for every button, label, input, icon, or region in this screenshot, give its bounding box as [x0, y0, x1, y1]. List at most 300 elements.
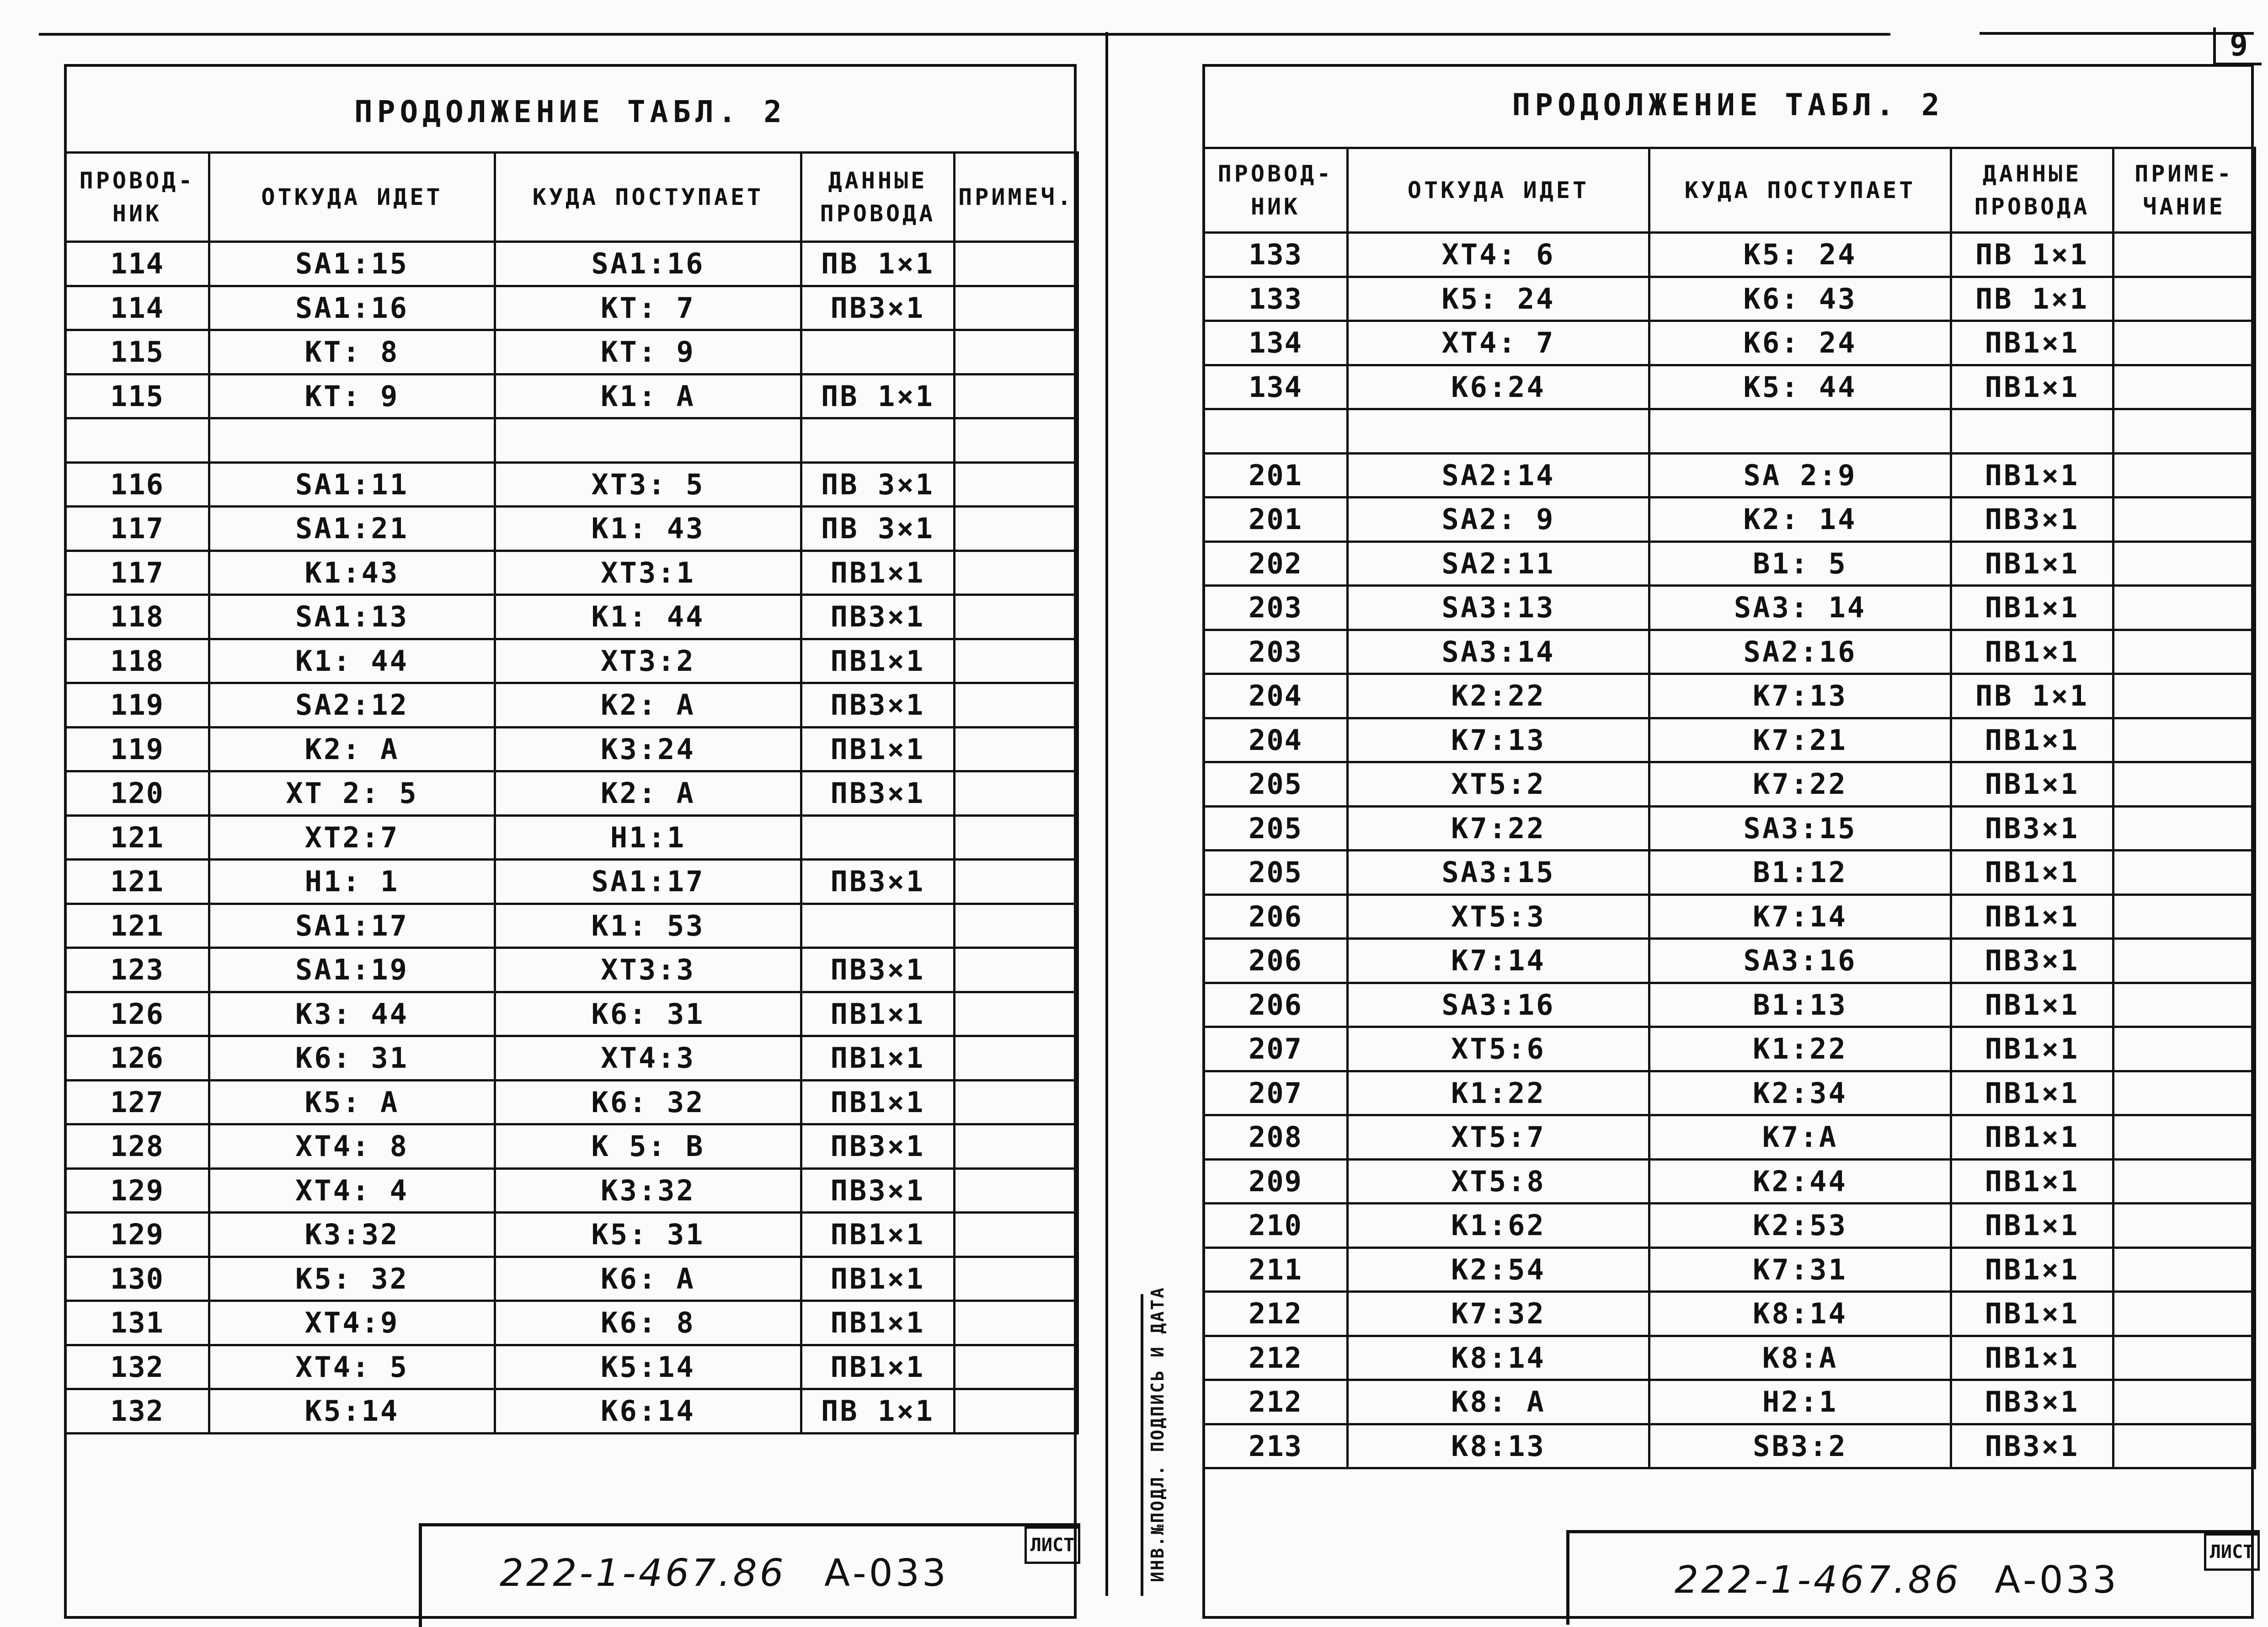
right-sheet	[1202, 64, 2254, 1619]
cell-to: ХТ4:3	[495, 1036, 801, 1081]
cell-note	[955, 462, 1078, 507]
cell-from: SA1:13	[209, 595, 495, 639]
cell-data: ПВ3×1	[1951, 1424, 2113, 1468]
cell-from: К1:22	[1348, 1071, 1649, 1115]
cell-wire: 114	[65, 242, 209, 286]
cell-wire: 118	[65, 595, 209, 639]
cell-data: ПВ 3×1	[801, 507, 955, 551]
cell-to: К5: 31	[495, 1213, 801, 1257]
cell-from: К7:32	[1348, 1292, 1649, 1336]
cell-data: ПВ 1×1	[1951, 277, 2113, 321]
left-table-title: ПРОДОЛЖЕНИЕ ТАБЛ. 2	[354, 94, 786, 129]
cell-to: К6: 43	[1649, 277, 1951, 321]
cell-data: ПВ1×1	[1951, 365, 2113, 409]
cell-data: ПВ1×1	[801, 1345, 955, 1389]
table-row	[1204, 365, 2255, 409]
cell-to: К3:24	[495, 727, 801, 771]
cell-to: К6:14	[495, 1389, 801, 1434]
cell-note	[2113, 1247, 2255, 1292]
cell-data: ПВ3×1	[1951, 498, 2113, 542]
table-row	[1204, 453, 2255, 498]
cell-wire: 213	[1204, 1424, 1348, 1468]
table-row	[65, 507, 1078, 551]
cell-from: ХТ2:7	[209, 815, 495, 860]
cell-wire: 208	[1204, 1115, 1348, 1160]
cell-from	[209, 418, 495, 463]
cell-data: ПВ 1×1	[801, 1389, 955, 1434]
cell-data: ПВ 3×1	[801, 462, 955, 507]
cell-data	[1951, 409, 2113, 454]
cell-to: ХТ3: 5	[495, 462, 801, 507]
cell-wire: 211	[1204, 1247, 1348, 1292]
header-note: ПРИМЕ-ЧАНИЕ	[2113, 148, 2255, 233]
cell-from: К1:43	[209, 551, 495, 595]
cell-wire: 133	[1204, 277, 1348, 321]
table-row	[1204, 1071, 2255, 1115]
cell-to: SA3:15	[1649, 806, 1951, 851]
cell-note	[2113, 1115, 2255, 1160]
cell-from: ХТ4:9	[209, 1301, 495, 1345]
cell-to: К7:22	[1649, 762, 1951, 807]
cell-data: ПВ1×1	[801, 639, 955, 683]
cell-to: SA1:16	[495, 242, 801, 286]
cell-to: ХТ3:1	[495, 551, 801, 595]
table-row	[65, 1345, 1078, 1389]
table-row	[1204, 718, 2255, 762]
cell-wire: 201	[1204, 453, 1348, 498]
cell-note	[2113, 674, 2255, 718]
cell-note	[2113, 851, 2255, 895]
cell-from: SA3:14	[1348, 630, 1649, 674]
cell-wire: 206	[1204, 939, 1348, 983]
cell-to: К7:А	[1649, 1115, 1951, 1160]
cell-data: ПВ1×1	[801, 1080, 955, 1124]
cell-wire: 131	[65, 1301, 209, 1345]
top-rule-right	[1980, 32, 2254, 35]
cell-data: ПВ1×1	[1951, 894, 2113, 939]
cell-wire: 126	[65, 992, 209, 1036]
cell-data: ПВ1×1	[1951, 1115, 2113, 1160]
cell-from: К1: 44	[209, 639, 495, 683]
cell-to: К2:34	[1649, 1071, 1951, 1115]
cell-to	[495, 418, 801, 463]
cell-wire: 115	[65, 374, 209, 418]
cell-from: К8:14	[1348, 1336, 1649, 1380]
cell-data: ПВ1×1	[1951, 1159, 2113, 1204]
cell-from: SA1:16	[209, 286, 495, 330]
cell-to: К6: 24	[1649, 321, 1951, 365]
cell-wire: 132	[65, 1389, 209, 1434]
table-row	[1204, 1424, 2255, 1468]
cell-note	[955, 551, 1078, 595]
cell-data: ПВ3×1	[801, 683, 955, 728]
cell-to: К5: 44	[1649, 365, 1951, 409]
cell-note	[2113, 1204, 2255, 1248]
cell-note	[2113, 321, 2255, 365]
table-row	[1204, 983, 2255, 1027]
cell-from: К7:14	[1348, 939, 1649, 983]
cell-note	[955, 992, 1078, 1036]
cell-from: SA3:16	[1348, 983, 1649, 1027]
right-table-title: ПРОДОЛЖЕНИЕ ТАБЛ. 2	[1512, 87, 1944, 123]
cell-from: SA1:15	[209, 242, 495, 286]
table-row	[1204, 1027, 2255, 1071]
cell-wire: 204	[1204, 718, 1348, 762]
cell-wire: 133	[1204, 233, 1348, 277]
cell-note	[2113, 277, 2255, 321]
cell-from: ХТ4: 5	[209, 1345, 495, 1389]
cell-data	[801, 904, 955, 948]
cell-wire: 205	[1204, 851, 1348, 895]
cell-note	[955, 1213, 1078, 1257]
cell-to: К8:14	[1649, 1292, 1951, 1336]
page-number: 9	[2213, 27, 2262, 65]
cell-note	[2113, 983, 2255, 1027]
cell-note	[2113, 939, 2255, 983]
cell-wire: 209	[1204, 1159, 1348, 1204]
cell-from: ХТ5:2	[1348, 762, 1649, 807]
cell-note	[955, 507, 1078, 551]
table-row	[65, 1213, 1078, 1257]
cell-note	[955, 374, 1078, 418]
cell-to: SA1:17	[495, 860, 801, 904]
header-from: ОТКУДА ИДЕТ	[209, 153, 495, 242]
cell-note	[955, 1168, 1078, 1213]
cell-from: К5: 32	[209, 1257, 495, 1301]
cell-data	[801, 815, 955, 860]
cell-wire	[1204, 409, 1348, 454]
cell-to: SA 2:9	[1649, 453, 1951, 498]
cell-to: КТ: 7	[495, 286, 801, 330]
cell-to: К1: 43	[495, 507, 801, 551]
cell-note	[955, 330, 1078, 375]
cell-note	[955, 771, 1078, 816]
cell-from: ХТ5:8	[1348, 1159, 1649, 1204]
cell-to: К1:22	[1649, 1027, 1951, 1071]
cell-data: ПВ1×1	[1951, 983, 2113, 1027]
table-row	[1204, 1292, 2255, 1336]
cell-data: ПВ1×1	[1951, 851, 2113, 895]
cell-note	[955, 595, 1078, 639]
cell-note	[2113, 1336, 2255, 1380]
header-data: ДАННЫЕ ПРОВОДА	[801, 153, 955, 242]
cell-from: SA1:19	[209, 948, 495, 992]
cell-from: К6:24	[1348, 365, 1649, 409]
cell-from: К5:14	[209, 1389, 495, 1434]
cell-data: ПВ1×1	[801, 1257, 955, 1301]
cell-note	[2113, 233, 2255, 277]
cell-from: SA3:13	[1348, 586, 1649, 630]
cell-note	[2113, 453, 2255, 498]
cell-wire: 201	[1204, 498, 1348, 542]
cell-to: К1: 44	[495, 595, 801, 639]
cell-data: ПВ1×1	[1951, 321, 2113, 365]
table-row	[65, 286, 1078, 330]
cell-to: К3:32	[495, 1168, 801, 1213]
cell-from: К1:62	[1348, 1204, 1649, 1248]
header-to: КУДА ПОСТУПАЕТ	[1649, 148, 1951, 233]
cell-to: ХТ3:3	[495, 948, 801, 992]
cell-note	[2113, 1027, 2255, 1071]
header-note: ПРИМЕЧ.	[955, 153, 1078, 242]
cell-wire: 203	[1204, 630, 1348, 674]
cell-from: SA1:11	[209, 462, 495, 507]
cell-from: К2:54	[1348, 1247, 1649, 1292]
cell-note	[955, 1124, 1078, 1169]
cell-from: К3: 44	[209, 992, 495, 1036]
cell-wire	[65, 418, 209, 463]
cell-from: SA2:11	[1348, 541, 1649, 586]
cell-from: К6: 31	[209, 1036, 495, 1081]
cell-note	[955, 683, 1078, 728]
left-wire-table	[64, 151, 1079, 1434]
table-row	[65, 1168, 1078, 1213]
cell-to: К6: 31	[495, 992, 801, 1036]
cell-data: ПВ1×1	[801, 1213, 955, 1257]
cell-to: К8:А	[1649, 1336, 1951, 1380]
cell-note	[955, 418, 1078, 463]
cell-wire: 203	[1204, 586, 1348, 630]
table-row	[65, 992, 1078, 1036]
cell-data: ПВ3×1	[1951, 806, 2113, 851]
cell-from: ХТ4: 4	[209, 1168, 495, 1213]
table-row	[1204, 586, 2255, 630]
table-row	[1204, 806, 2255, 851]
cell-wire: 204	[1204, 674, 1348, 718]
table-row	[65, 639, 1078, 683]
cell-data: ПВ1×1	[1951, 586, 2113, 630]
cell-data	[801, 418, 955, 463]
cell-wire: 121	[65, 815, 209, 860]
cell-data: ПВ1×1	[1951, 1071, 2113, 1115]
cell-data: ПВ1×1	[1951, 630, 2113, 674]
cell-from: SA2:14	[1348, 453, 1649, 498]
cell-from: SA1:17	[209, 904, 495, 948]
cell-wire: 206	[1204, 894, 1348, 939]
cell-note	[2113, 894, 2255, 939]
table-row	[65, 904, 1078, 948]
cell-wire: 205	[1204, 806, 1348, 851]
cell-to: В1:12	[1649, 851, 1951, 895]
cell-data: ПВ1×1	[801, 1036, 955, 1081]
table-row	[1204, 1159, 2255, 1204]
cell-from	[1348, 409, 1649, 454]
cell-to: К2: 14	[1649, 498, 1951, 542]
cell-wire: 119	[65, 727, 209, 771]
cell-wire: 206	[1204, 983, 1348, 1027]
cell-to: SA2:16	[1649, 630, 1951, 674]
table-row	[1204, 894, 2255, 939]
table-row	[1204, 498, 2255, 542]
table-row	[65, 462, 1078, 507]
cell-to: К6: 8	[495, 1301, 801, 1345]
cell-note	[955, 1345, 1078, 1389]
cell-data: ПВ1×1	[1951, 762, 2113, 807]
cell-from: К2: А	[209, 727, 495, 771]
cell-note	[955, 1301, 1078, 1345]
top-rule-left	[39, 33, 1890, 36]
right-doc-code: 222-1-467.86	[1675, 1558, 1961, 1602]
cell-wire: 121	[65, 904, 209, 948]
cell-wire: 212	[1204, 1380, 1348, 1424]
cell-note	[2113, 409, 2255, 454]
cell-from: К8:13	[1348, 1424, 1649, 1468]
table-row	[65, 1036, 1078, 1081]
cell-data: ПВ1×1	[1951, 1247, 2113, 1292]
cell-from: К5: А	[209, 1080, 495, 1124]
cell-to: К7:21	[1649, 718, 1951, 762]
cell-data: ПВ1×1	[1951, 453, 2113, 498]
cell-note	[2113, 498, 2255, 542]
table-row	[1204, 541, 2255, 586]
cell-wire: 212	[1204, 1336, 1348, 1380]
cell-data: ПВ1×1	[801, 992, 955, 1036]
table-row	[65, 1257, 1078, 1301]
cell-from: Н1: 1	[209, 860, 495, 904]
table-row	[1204, 1115, 2255, 1160]
cell-note	[955, 1036, 1078, 1081]
cell-note	[2113, 541, 2255, 586]
cell-data: ПВ 1×1	[1951, 233, 2113, 277]
cell-data: ПВ1×1	[1951, 1204, 2113, 1248]
cell-to: К5:14	[495, 1345, 801, 1389]
cell-from: К7:13	[1348, 718, 1649, 762]
cell-from: ХТ4: 7	[1348, 321, 1649, 365]
table-row	[1204, 762, 2255, 807]
cell-from: ХТ 2: 5	[209, 771, 495, 816]
cell-wire: 119	[65, 683, 209, 728]
cell-wire: 207	[1204, 1027, 1348, 1071]
table-row	[1204, 939, 2255, 983]
cell-from: КТ: 9	[209, 374, 495, 418]
fold-line-2	[1141, 1294, 1143, 1596]
cell-to: К6: 32	[495, 1080, 801, 1124]
cell-from: ХТ5:3	[1348, 894, 1649, 939]
cell-data: ПВ3×1	[801, 860, 955, 904]
cell-data: ПВ1×1	[1951, 1336, 2113, 1380]
table-row	[65, 1124, 1078, 1169]
cell-to: К1: А	[495, 374, 801, 418]
table-row	[65, 771, 1078, 816]
cell-data: ПВ3×1	[801, 286, 955, 330]
cell-from: К2:22	[1348, 674, 1649, 718]
cell-wire: 114	[65, 286, 209, 330]
cell-wire: 130	[65, 1257, 209, 1301]
cell-from: К8: А	[1348, 1380, 1649, 1424]
cell-wire: 128	[65, 1124, 209, 1169]
table-row	[1204, 630, 2255, 674]
cell-to: К 5: В	[495, 1124, 801, 1169]
cell-data: ПВ3×1	[801, 595, 955, 639]
cell-note	[955, 727, 1078, 771]
cell-note	[955, 242, 1078, 286]
table-row	[1204, 321, 2255, 365]
cell-to: В1:13	[1649, 983, 1951, 1027]
cell-data	[801, 330, 955, 375]
table-row	[65, 948, 1078, 992]
table-row	[1204, 233, 2255, 277]
cell-to: К7:31	[1649, 1247, 1951, 1292]
cell-from: SA2: 9	[1348, 498, 1649, 542]
cell-from: К5: 24	[1348, 277, 1649, 321]
right-wire-table	[1202, 147, 2256, 1469]
left-title-block	[419, 1523, 1080, 1627]
cell-wire: 205	[1204, 762, 1348, 807]
table-row	[1204, 851, 2255, 895]
cell-wire: 123	[65, 948, 209, 992]
cell-data: ПВ1×1	[1951, 718, 2113, 762]
cell-to	[1649, 409, 1951, 454]
cell-to: SA3: 14	[1649, 586, 1951, 630]
cell-data: ПВ3×1	[801, 1168, 955, 1213]
cell-note	[955, 860, 1078, 904]
table-row	[65, 1080, 1078, 1124]
cell-note	[2113, 1424, 2255, 1468]
cell-note	[2113, 762, 2255, 807]
cell-data: ПВ 1×1	[801, 242, 955, 286]
table-row	[1204, 409, 2255, 454]
cell-note	[2113, 1071, 2255, 1115]
cell-note	[2113, 630, 2255, 674]
cell-wire: 134	[1204, 321, 1348, 365]
right-sheet-code: А-033	[1995, 1558, 2119, 1602]
cell-data: ПВ1×1	[801, 551, 955, 595]
cell-data: ПВ1×1	[1951, 1292, 2113, 1336]
table-row	[65, 374, 1078, 418]
left-doc-code: 222-1-467.86	[500, 1552, 786, 1595]
cell-to: КТ: 9	[495, 330, 801, 375]
cell-from: ХТ5:7	[1348, 1115, 1649, 1160]
cell-note	[955, 948, 1078, 992]
cell-to: К2:44	[1649, 1159, 1951, 1204]
cell-to: К5: 24	[1649, 233, 1951, 277]
cell-from: К3:32	[209, 1213, 495, 1257]
cell-note	[955, 1080, 1078, 1124]
cell-note	[2113, 1380, 2255, 1424]
table-row	[65, 727, 1078, 771]
cell-from: SA2:12	[209, 683, 495, 728]
cell-wire: 120	[65, 771, 209, 816]
cell-wire: 212	[1204, 1292, 1348, 1336]
table-row	[65, 1389, 1078, 1434]
cell-note	[2113, 586, 2255, 630]
cell-to: К2:53	[1649, 1204, 1951, 1248]
cell-to: SB3:2	[1649, 1424, 1951, 1468]
left-sheet-label: ЛИСТ	[1025, 1526, 1080, 1564]
cell-to: К1: 53	[495, 904, 801, 948]
cell-data: ПВ3×1	[801, 1124, 955, 1169]
table-row	[1204, 277, 2255, 321]
cell-note	[2113, 365, 2255, 409]
cell-wire: 116	[65, 462, 209, 507]
cell-note	[955, 815, 1078, 860]
cell-wire: 117	[65, 507, 209, 551]
cell-data: ПВ1×1	[801, 1301, 955, 1345]
cell-note	[2113, 806, 2255, 851]
fold-line	[1105, 32, 1108, 1596]
right-sheet-label: ЛИСТ	[2204, 1533, 2260, 1571]
header-from: ОТКУДА ИДЕТ	[1348, 148, 1649, 233]
header-to: КУДА ПОСТУПАЕТ	[495, 153, 801, 242]
table-row	[1204, 1247, 2255, 1292]
cell-note	[2113, 718, 2255, 762]
cell-wire: 132	[65, 1345, 209, 1389]
table-row	[65, 683, 1078, 728]
cell-note	[955, 639, 1078, 683]
table-row	[1204, 1204, 2255, 1248]
table-row	[1204, 1380, 2255, 1424]
cell-wire: 202	[1204, 541, 1348, 586]
